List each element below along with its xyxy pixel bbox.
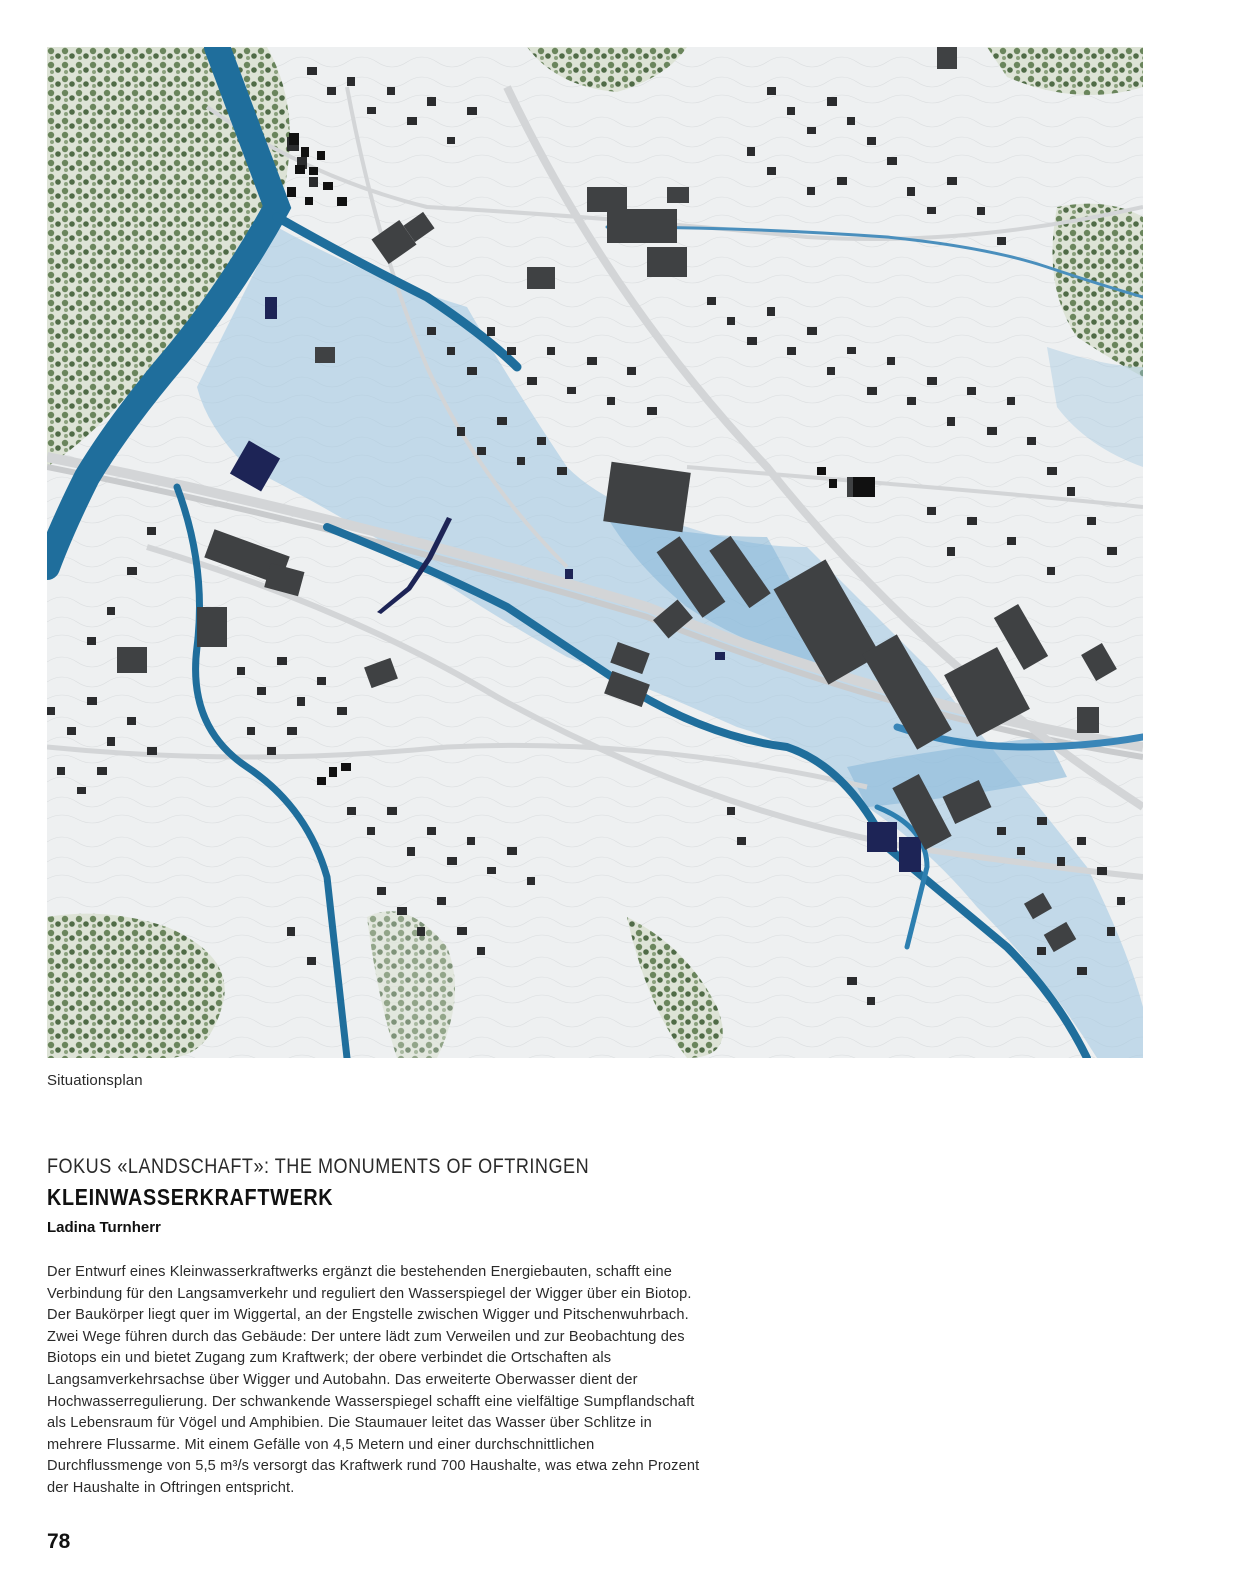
site-plan-figure: [47, 47, 1143, 1058]
article-kicker: FOKUS «LANDSCHAFT»: THE MONUMENTS OF OFTRINGEN: [47, 1155, 590, 1178]
page-number: 78: [47, 1530, 71, 1553]
article-title: KLEINWASSERKRAFTWERK: [47, 1184, 334, 1210]
article-author: Ladina Turnherr: [47, 1219, 161, 1236]
article-body: Der Entwurf eines Kleinwasserkraftwerks ergänzt die bestehenden Energiebauten, schafft eine Verbindung für den Langsamverkehr und reguliert den Wasserspiegel der Wigger über ein Biotop. Der Baukörper liegt quer im Wiggertal, an der Engstelle zwischen Wigger und Pitschenwuhrbach. Zwei Wege führen durch das Gebäude: Der untere lädt zum Verweilen und zur Beobachtung des Biotops ein und bietet Zugang zum Kraftwerk; der obere verbindet die Ortschaften als Langsamverkehrsachse über Wigger und Autobahn. Das erweiterte Oberwasser dient der Hochwasserregulierung. Der schwankende Wasserspiegel schafft eine vielfältige Sumpflandschaft als Lebensraum für Vögel und Amphibien. Die Staumauer leitet das Wasser über Schlitze in mehrere Flussarme. Mit einem Gefälle von 4,5 Metern und einer durchschnittlichen Durchflussmenge von 5,5 m³/s versorgt das Kraftwerk rund 700 Haushalte, was etwa zehn Prozent der Haushalte in Oftringen entspricht.: [47, 1264, 700, 1496]
figure-caption: Situationsplan: [47, 1072, 143, 1089]
site-plan-map: [47, 47, 1143, 1058]
